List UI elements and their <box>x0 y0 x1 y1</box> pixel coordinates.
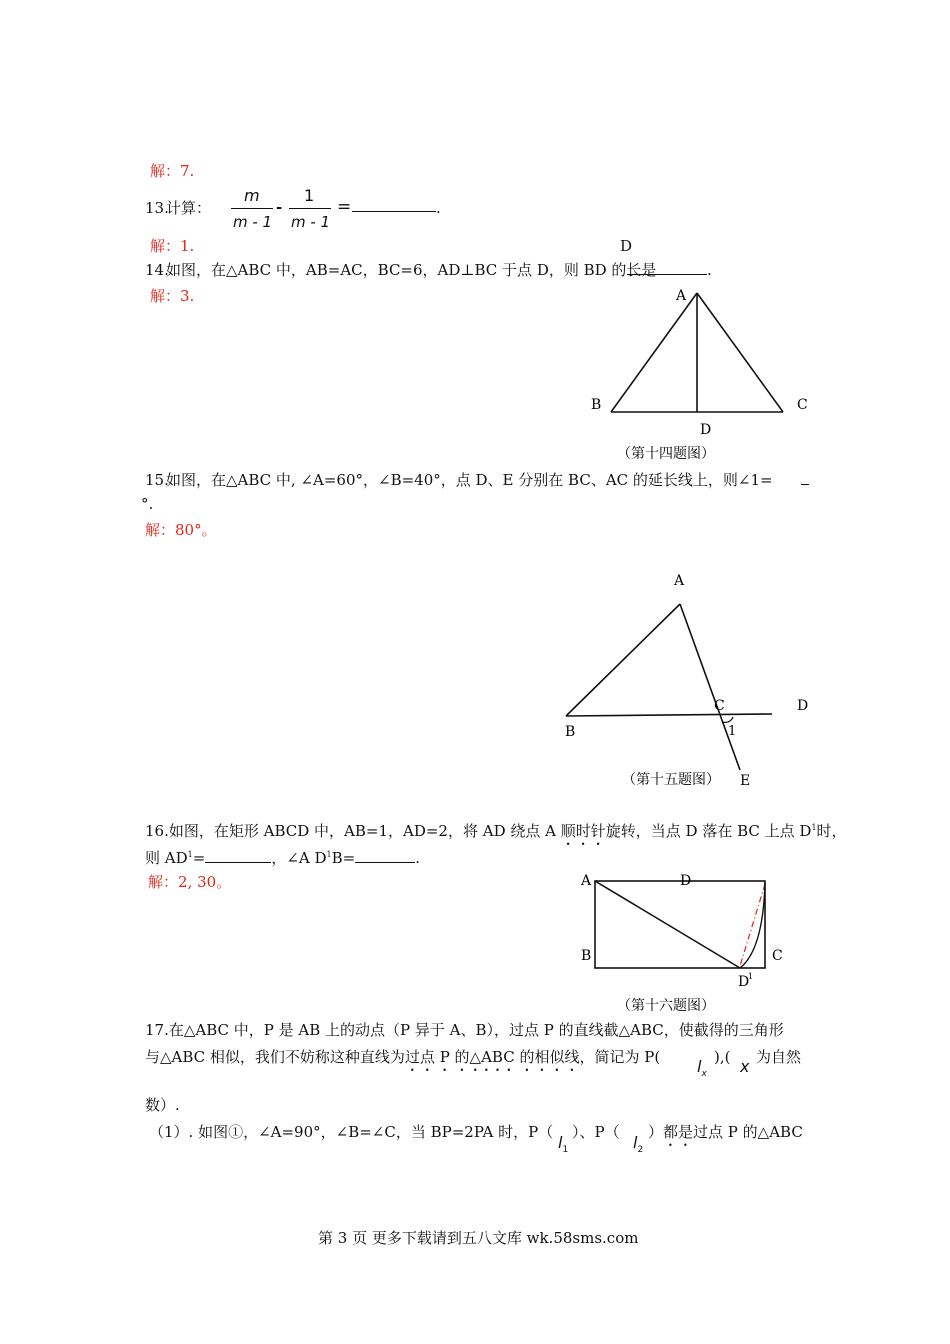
q17-line1 <box>145 1020 784 1040</box>
q16-rectangle <box>595 881 765 968</box>
q17-x: x <box>740 1057 750 1076</box>
q17-line4-a: （1）. 如图①，∠A=90°，∠B=∠C，当 BP=2PA 时，P（ <box>149 1123 554 1141</box>
q13-number: 13. <box>145 199 169 217</box>
q14-label-c: C <box>797 397 808 413</box>
q17-l1-sub: 1 <box>562 1145 569 1156</box>
q17-line4-dotted: 都是 <box>663 1123 694 1141</box>
q13-end: . <box>436 199 441 217</box>
q17-line4-c: ） <box>648 1123 664 1141</box>
q17-line4-c-wrap <box>648 1122 803 1150</box>
q17-line2 <box>145 1047 660 1075</box>
q15-label-d: D <box>797 698 809 714</box>
q15-side-ab <box>566 604 680 716</box>
q15-answer: 解：80°。 <box>145 521 217 539</box>
q17-l1-letter: l <box>558 1133 563 1152</box>
q17-lx-letter: l <box>697 1057 702 1076</box>
q14-label-b: B <box>591 397 602 413</box>
q13-label: 计算： <box>166 199 212 217</box>
q14-stray-label: D <box>620 237 633 255</box>
q16-blank-angle[interactable] <box>355 848 415 863</box>
q13-equals: = <box>337 197 352 217</box>
q13-frac1-denominator: m - 1 <box>233 213 273 231</box>
q16-text-b: 旋转，当点 D 落在 BC 上点 D <box>605 822 812 840</box>
q14-number: 14. <box>145 261 169 279</box>
q14-label-a: A <box>676 288 687 304</box>
q16-figure <box>580 873 783 1014</box>
q15-text: 如图，在△ABC 中, ∠A=60°，∠B=40°，点 D、E 分别在 BC、AC 的延长线上，则∠1= <box>166 471 773 489</box>
q15-line-ace <box>680 604 740 770</box>
q14-side-ab <box>611 293 697 412</box>
q15-label-e: E <box>740 773 751 789</box>
q16-label-d1-sup: 1 <box>748 972 754 981</box>
q17-line2-d: 为自然 <box>756 1048 802 1066</box>
q16-caption: （第十六题图） <box>617 998 715 1014</box>
q14-answer: 解：3. <box>150 287 195 305</box>
q16-line2-b: = <box>192 849 206 867</box>
q17-lx <box>697 1057 707 1084</box>
q16-label-b: B <box>581 948 592 964</box>
q15-angle-1-arc <box>722 717 733 722</box>
q17-line4-b: ）、P（ <box>572 1123 620 1141</box>
q14-text: 如图，在△ABC 中，AB=AC，BC=6，AD⊥BC 于点 D，则 BD 的长是 <box>166 261 657 279</box>
q16-line2-sup2: 1 <box>326 850 332 859</box>
q15-figure <box>565 573 808 789</box>
q15-line2: °. <box>141 495 154 513</box>
q14-figure <box>591 288 808 462</box>
q13-frac2-numerator: 1 <box>304 186 315 205</box>
q16-label-d1: D <box>738 974 750 990</box>
q17-line2-dotted: 过点 P 的△ABC 的相似线 <box>404 1048 580 1066</box>
q16-number: 16. <box>145 822 169 840</box>
q15-label-1: 1 <box>728 724 737 739</box>
q17-lx-sub: x <box>701 1069 707 1080</box>
q16-text-c: 时， <box>816 822 847 840</box>
q16-blank-ad1[interactable] <box>205 848 271 863</box>
q17-line2-b: ，简记为 P( <box>579 1048 661 1066</box>
q13-minus: - <box>276 198 283 216</box>
q17-line2-c: ),( <box>714 1048 731 1066</box>
q16-line2-d: B= <box>331 849 356 867</box>
q13-answer: 解：1. <box>150 237 195 255</box>
q17-line2-a: 与△ABC 相似，我们不妨称这种直线为 <box>145 1048 405 1066</box>
q16-text-dotted: 顺时针 <box>560 822 606 840</box>
q14-end: . <box>707 261 712 279</box>
q13-frac2-denominator: m - 1 <box>291 213 331 231</box>
q15-label-b: B <box>565 724 576 740</box>
q16-line2-a: 则 AD <box>145 849 188 867</box>
q16-sup1: 1 <box>811 823 817 832</box>
q15-label-a: A <box>674 573 685 589</box>
q17-l1 <box>558 1133 568 1160</box>
q16-text-a: 如图，在矩形 ABCD 中，AB=1，AD=2，将 AD 绕点 A <box>168 822 561 840</box>
q17-line3: 数）. <box>145 1096 180 1114</box>
q15-label-c: C <box>714 698 725 714</box>
q16-line2-sup: 1 <box>187 850 193 859</box>
q16-line2-e: . <box>415 849 420 867</box>
q16-label-c: C <box>772 948 783 964</box>
q16-line2-c: ，∠A D <box>271 849 327 867</box>
q14-side-ac <box>697 293 783 412</box>
q15-caption: （第十五题图） <box>622 772 720 788</box>
q17-l2-letter: l <box>633 1133 638 1152</box>
q17-number: 17. <box>145 1021 169 1039</box>
q14-caption: （第十四题图） <box>617 446 715 462</box>
q12-answer: 解：7. <box>150 162 195 180</box>
q16-segment-ad1 <box>595 881 740 968</box>
q16-label-a: A <box>581 873 592 889</box>
q16-line2 <box>145 845 420 868</box>
q16-answer: 解：2, 30。 <box>148 873 232 891</box>
q17-line1-text: 在△ABC 中，P 是 AB 上的动点（P 异于 A、B），过点 P 的直线截△ABC，使截得的三角形 <box>168 1021 784 1039</box>
q17-l2 <box>633 1133 643 1160</box>
q15-answer-blank[interactable] <box>801 484 809 485</box>
q17-line4-d: 过点 P 的△ABC <box>693 1123 803 1141</box>
q13-frac1-numerator: m <box>244 186 260 205</box>
q16-label-d: D <box>680 873 692 889</box>
q14-label-d: D <box>700 422 712 438</box>
page-footer: 第 3 页 更多下载请到五八文库 wk.58sms.com <box>318 1229 639 1247</box>
q15-line-bcd <box>566 714 772 716</box>
q15-number: 15. <box>145 471 169 489</box>
q17-l2-sub: 2 <box>637 1145 644 1156</box>
